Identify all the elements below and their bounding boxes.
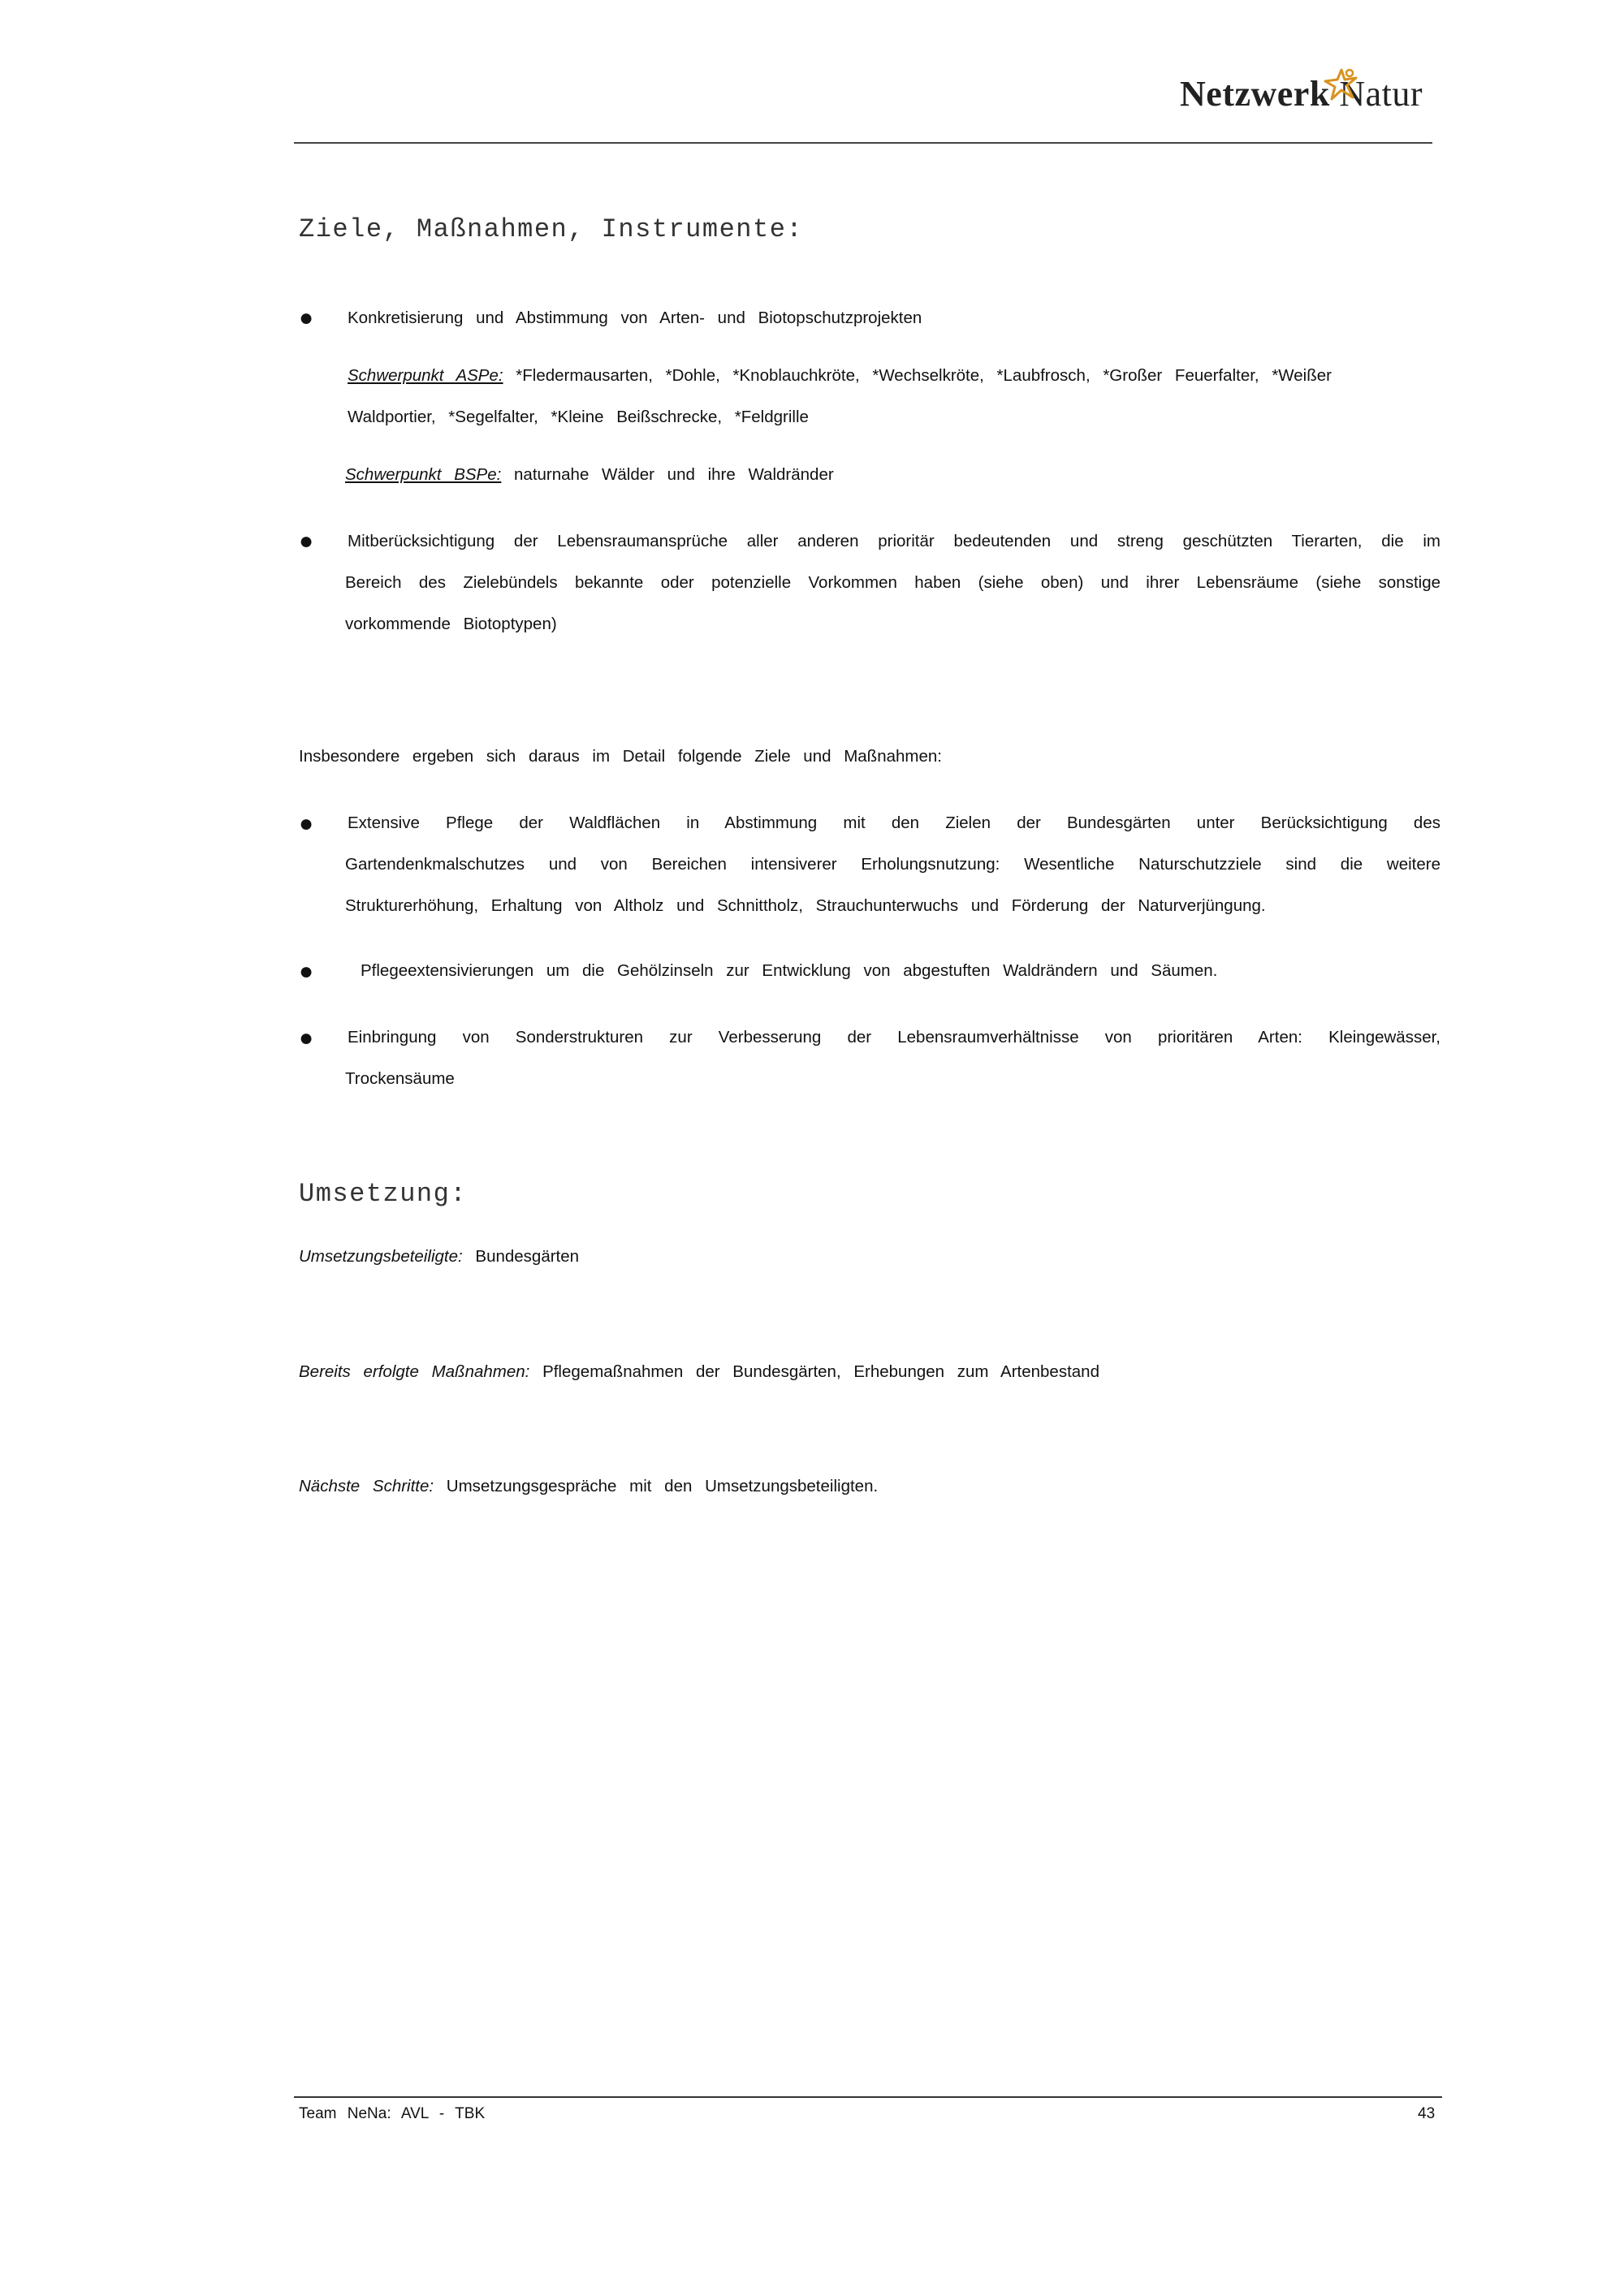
footer-team: Team NeNa: AVL - TBK bbox=[299, 2105, 486, 2122]
schritte-label: Nächste Schritte: bbox=[299, 1477, 434, 1495]
aspe-species-1: *Fledermausarten, *Dohle, *Knoblauchkröte, *Wechselkröte, *Laubfrosch, *Großer Feuerfalter, *Weißer bbox=[516, 366, 1332, 385]
bullet-text-line: Trockensäume bbox=[345, 1069, 455, 1088]
bullet-text-line: Mitberücksichtigung der Lebensraumansprüche aller anderen prioritär bedeutenden und streng geschützten Tierarten, die im bbox=[348, 532, 1440, 550]
schritte-line bbox=[299, 1466, 878, 1507]
bullet-text-line: vorkommende Biotoptypen) bbox=[345, 615, 557, 633]
bullet-text-line: Strukturerhöhung, Erhaltung von Altholz und Schnittholz, Strauchunterwuchs und Förderung der Naturverjüngung. bbox=[345, 896, 1266, 915]
bullet-marker: ● bbox=[299, 958, 314, 985]
bspe-line bbox=[345, 455, 834, 495]
section-heading-umsetzung: Umsetzung: bbox=[299, 1179, 468, 1209]
header-divider bbox=[294, 142, 1432, 144]
aspe-line bbox=[348, 356, 1366, 396]
bullet-marker: ● bbox=[299, 304, 314, 331]
bullet-marker: ● bbox=[299, 810, 314, 837]
massnahmen-value: Pflegemaßnahmen der Bundesgärten, Erhebungen zum Artenbestand bbox=[542, 1362, 1099, 1381]
bullet-text-line: Gartendenkmalschutzes und von Bereichen intensiverer Erholungsnutzung: Wesentliche Naturschutzziele sind die weitere bbox=[345, 855, 1440, 874]
bspe-label: Schwerpunkt BSPe: bbox=[345, 465, 502, 484]
massnahmen-label: Bereits erfolgte Maßnahmen: bbox=[299, 1362, 530, 1381]
star-figure-icon bbox=[1320, 67, 1363, 102]
bspe-text: naturnahe Wälder und ihre Waldränder bbox=[514, 465, 834, 484]
bullet-text-line: Bereich des Zielebündels bekannte oder potenzielle Vorkommen haben (siehe oben) und ihrer Lebensräume (siehe sonstige bbox=[345, 573, 1440, 592]
bullet-text: Pflegeextensivierungen um die Gehölzinseln zur Entwicklung von abgestuften Waldrändern und Säumen. bbox=[361, 961, 1218, 980]
massnahmen-line bbox=[299, 1352, 1099, 1392]
intro-paragraph: Insbesondere ergeben sich daraus im Detail folgende Ziele und Maßnahmen: bbox=[299, 747, 942, 766]
logo-wordmark bbox=[1180, 73, 1423, 114]
aspe-label: Schwerpunkt ASPe: bbox=[348, 366, 503, 385]
logo bbox=[1180, 73, 1423, 114]
bullet-marker: ● bbox=[299, 528, 314, 555]
section-heading-ziele: Ziele, Maßnahmen, Instrumente: bbox=[299, 214, 804, 244]
bullet-marker: ● bbox=[299, 1025, 314, 1051]
beteiligte-label: Umsetzungsbeteiligte: bbox=[299, 1247, 463, 1266]
beteiligte-line bbox=[299, 1236, 579, 1277]
bullet-text-line: Einbringung von Sonderstrukturen zur Verbesserung der Lebensraumverhältnisse von prioritären Arten: Kleingewässer, bbox=[348, 1028, 1440, 1047]
logo-bold-text: Netzwerk bbox=[1180, 74, 1330, 114]
page-number: 43 bbox=[1418, 2105, 1436, 2122]
beteiligte-value: Bundesgärten bbox=[475, 1247, 580, 1266]
logo-regular-text: Natur bbox=[1339, 74, 1423, 114]
aspe-species-2: Waldportier, *Segelfalter, *Kleine Beißschrecke, *Feldgrille bbox=[348, 408, 809, 426]
bullet-text: Konkretisierung und Abstimmung von Arten- und Biotopschutzprojekten bbox=[348, 309, 922, 327]
schritte-value: Umsetzungsgespräche mit den Umsetzungsbeteiligten. bbox=[446, 1477, 879, 1495]
bullet-text-line: Extensive Pflege der Waldflächen in Abstimmung mit den Zielen der Bundesgärten unter Berücksichtigung des bbox=[348, 814, 1440, 832]
footer-divider bbox=[294, 2096, 1442, 2098]
